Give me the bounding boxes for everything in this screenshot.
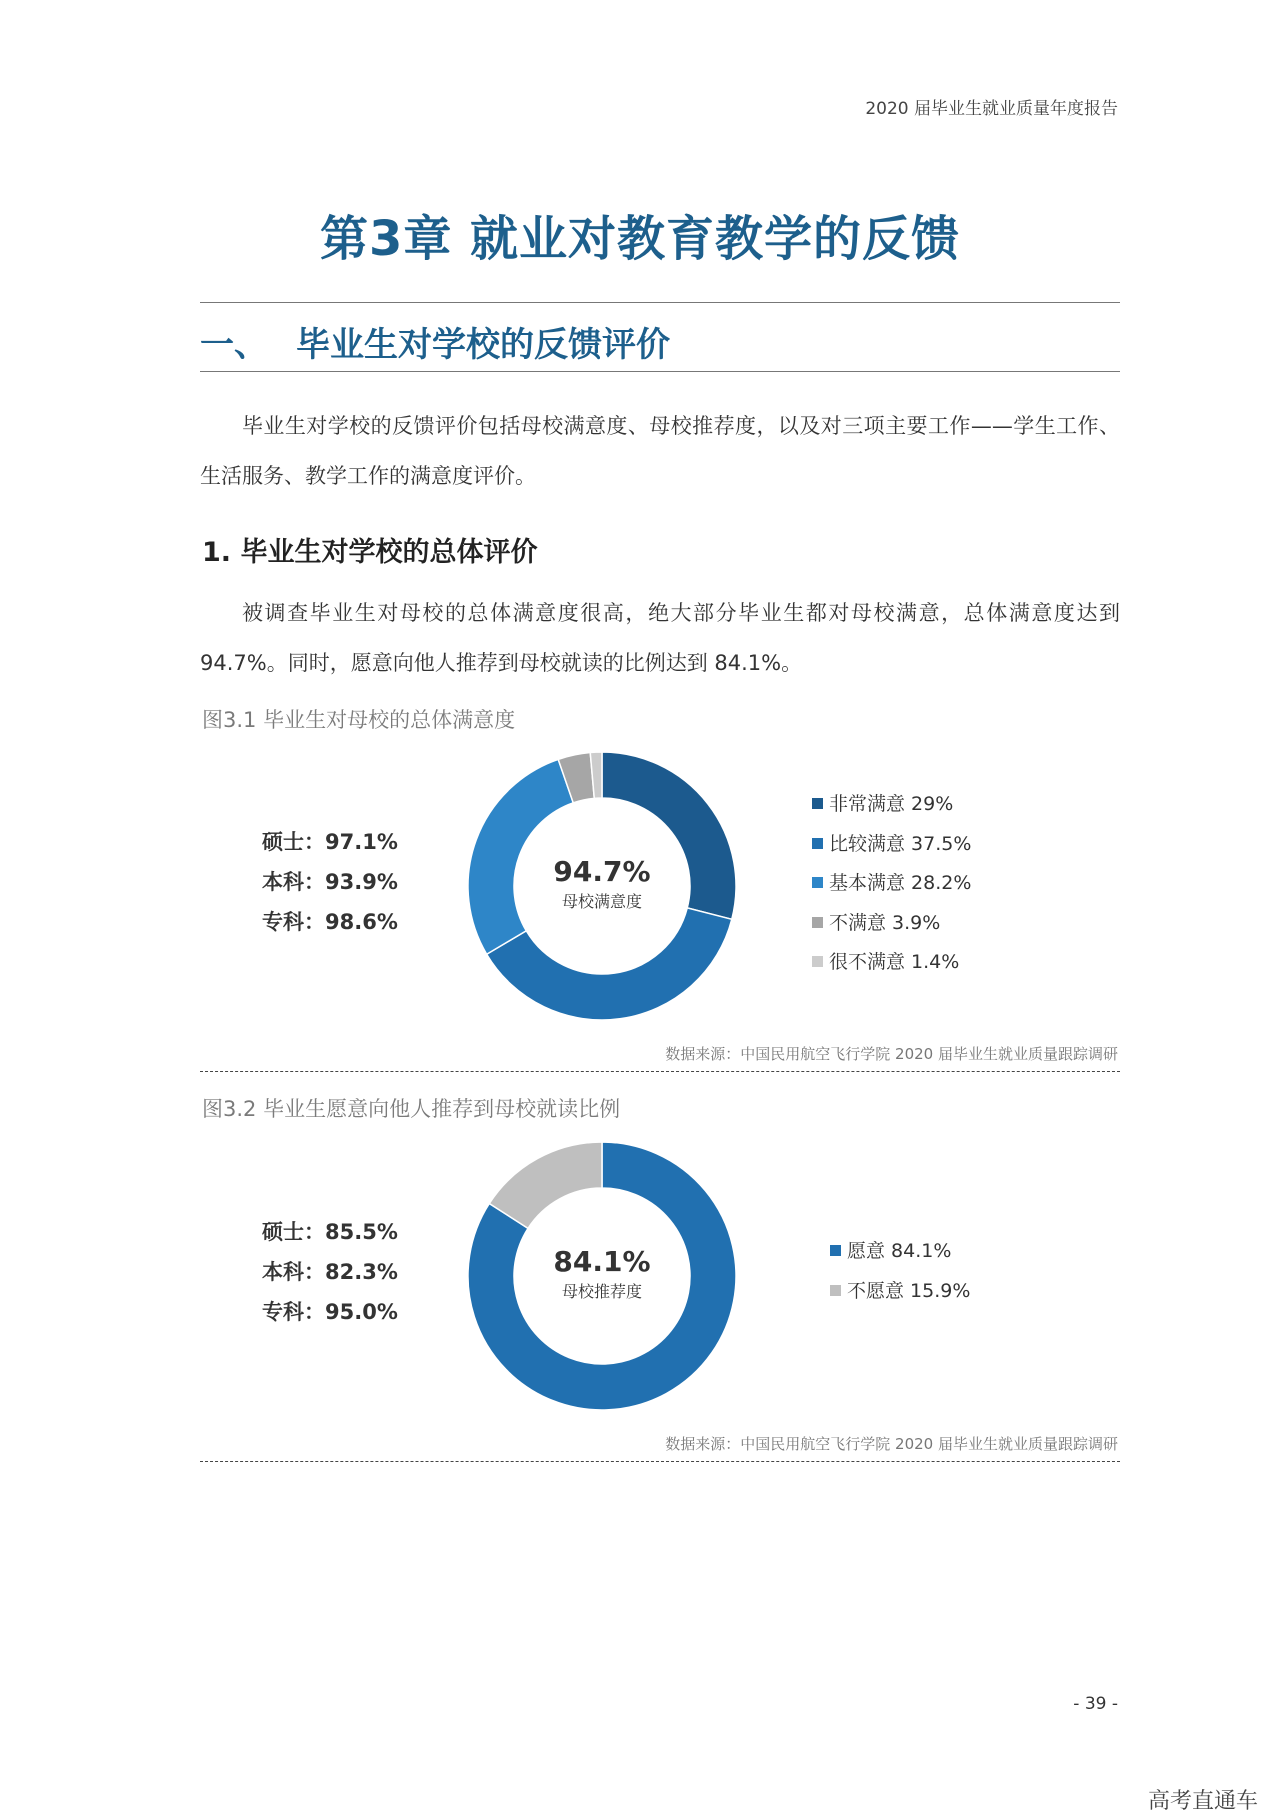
legend-swatch — [812, 956, 823, 967]
satisfaction-donut-chart — [464, 748, 740, 1024]
legend-item-1 — [830, 1232, 970, 1272]
intro-paragraph: 毕业生对学校的反馈评价包括母校满意度、母校推荐度，以及对三项主要工作——学生工作、生活服务、教学工作的满意度评价。 — [200, 414, 1120, 488]
legend-label: 不愿意 15.9% — [847, 1279, 971, 1302]
breakdown-master: 硕士：97.1% — [262, 830, 398, 854]
legend-swatch — [812, 917, 823, 928]
legend-swatch — [830, 1285, 841, 1296]
breakdown-junior-college: 专科：95.0% — [262, 1300, 398, 1324]
section-number: 一、 — [200, 325, 268, 365]
figure-1-source: 数据来源：中国民用航空飞行学院 2020 届毕业生就业质量跟踪调研 — [665, 1045, 1118, 1063]
page-number: - 39 - — [1073, 1694, 1118, 1714]
figure-1-legend — [812, 785, 971, 983]
breakdown-junior-college: 专科：98.6% — [262, 910, 398, 934]
figure-1-caption: 图3.1 毕业生对母校的总体满意度 — [202, 708, 516, 732]
legend-item-5 — [812, 943, 971, 983]
legend-item-3 — [812, 864, 971, 904]
section-bottom-rule — [200, 371, 1120, 372]
legend-swatch — [812, 798, 823, 809]
section-top-rule — [200, 302, 1120, 303]
breakdown-master: 硕士：85.5% — [262, 1220, 398, 1244]
legend-swatch — [830, 1245, 841, 1256]
legend-item-4 — [812, 904, 971, 944]
section-heading — [200, 317, 670, 366]
legend-label: 比较满意 37.5% — [829, 832, 972, 855]
figure-1-breakdown — [262, 822, 398, 942]
figure-2-legend — [830, 1232, 970, 1311]
legend-label: 不满意 3.9% — [829, 911, 941, 934]
breakdown-bachelor: 本科：93.9% — [262, 870, 398, 894]
watermark: 高考直通车 — [1147, 1789, 1258, 1814]
donut-center-value: 94.7% — [553, 855, 651, 888]
figure-2-source: 数据来源：中国民用航空飞行学院 2020 届毕业生就业质量跟踪调研 — [665, 1435, 1118, 1453]
legend-swatch — [812, 838, 823, 849]
chapter-title: 第3章 就业对教育教学的反馈 — [319, 211, 961, 267]
breakdown-bachelor: 本科：82.3% — [262, 1260, 398, 1284]
figure-2-breakdown — [262, 1212, 398, 1332]
legend-label: 很不满意 1.4% — [829, 951, 960, 973]
donut-center-label: 母校推荐度 — [561, 1282, 643, 1301]
figure-2-caption: 图3.2 毕业生愿意向他人推荐到母校就读比例 — [202, 1097, 621, 1121]
donut-center-label: 母校满意度 — [561, 892, 643, 911]
figure-1-divider — [200, 1071, 1120, 1072]
section-title: 毕业生对学校的反馈评价 — [296, 325, 670, 365]
subsection-title: 1. 毕业生对学校的总体评价 — [202, 537, 538, 568]
body-paragraph: 被调查毕业生对母校的总体满意度很高，绝大部分毕业生都对母校满意，总体满意度达到 94.7%。同时，愿意向他人推荐到母校就读的比例达到 84.1%。 — [200, 601, 1120, 675]
donut-center-value: 84.1% — [553, 1245, 651, 1278]
legend-label: 愿意 84.1% — [847, 1240, 952, 1262]
legend-item-2 — [812, 825, 971, 865]
figure-2-divider — [200, 1461, 1120, 1462]
running-header: 2020 届毕业生就业质量年度报告 — [865, 99, 1118, 119]
legend-swatch — [812, 877, 823, 888]
recommendation-donut-chart — [464, 1138, 740, 1414]
legend-item-2 — [830, 1272, 970, 1312]
legend-item-1 — [812, 785, 971, 825]
legend-label: 非常满意 29% — [829, 793, 954, 815]
legend-label: 基本满意 28.2% — [829, 872, 972, 894]
